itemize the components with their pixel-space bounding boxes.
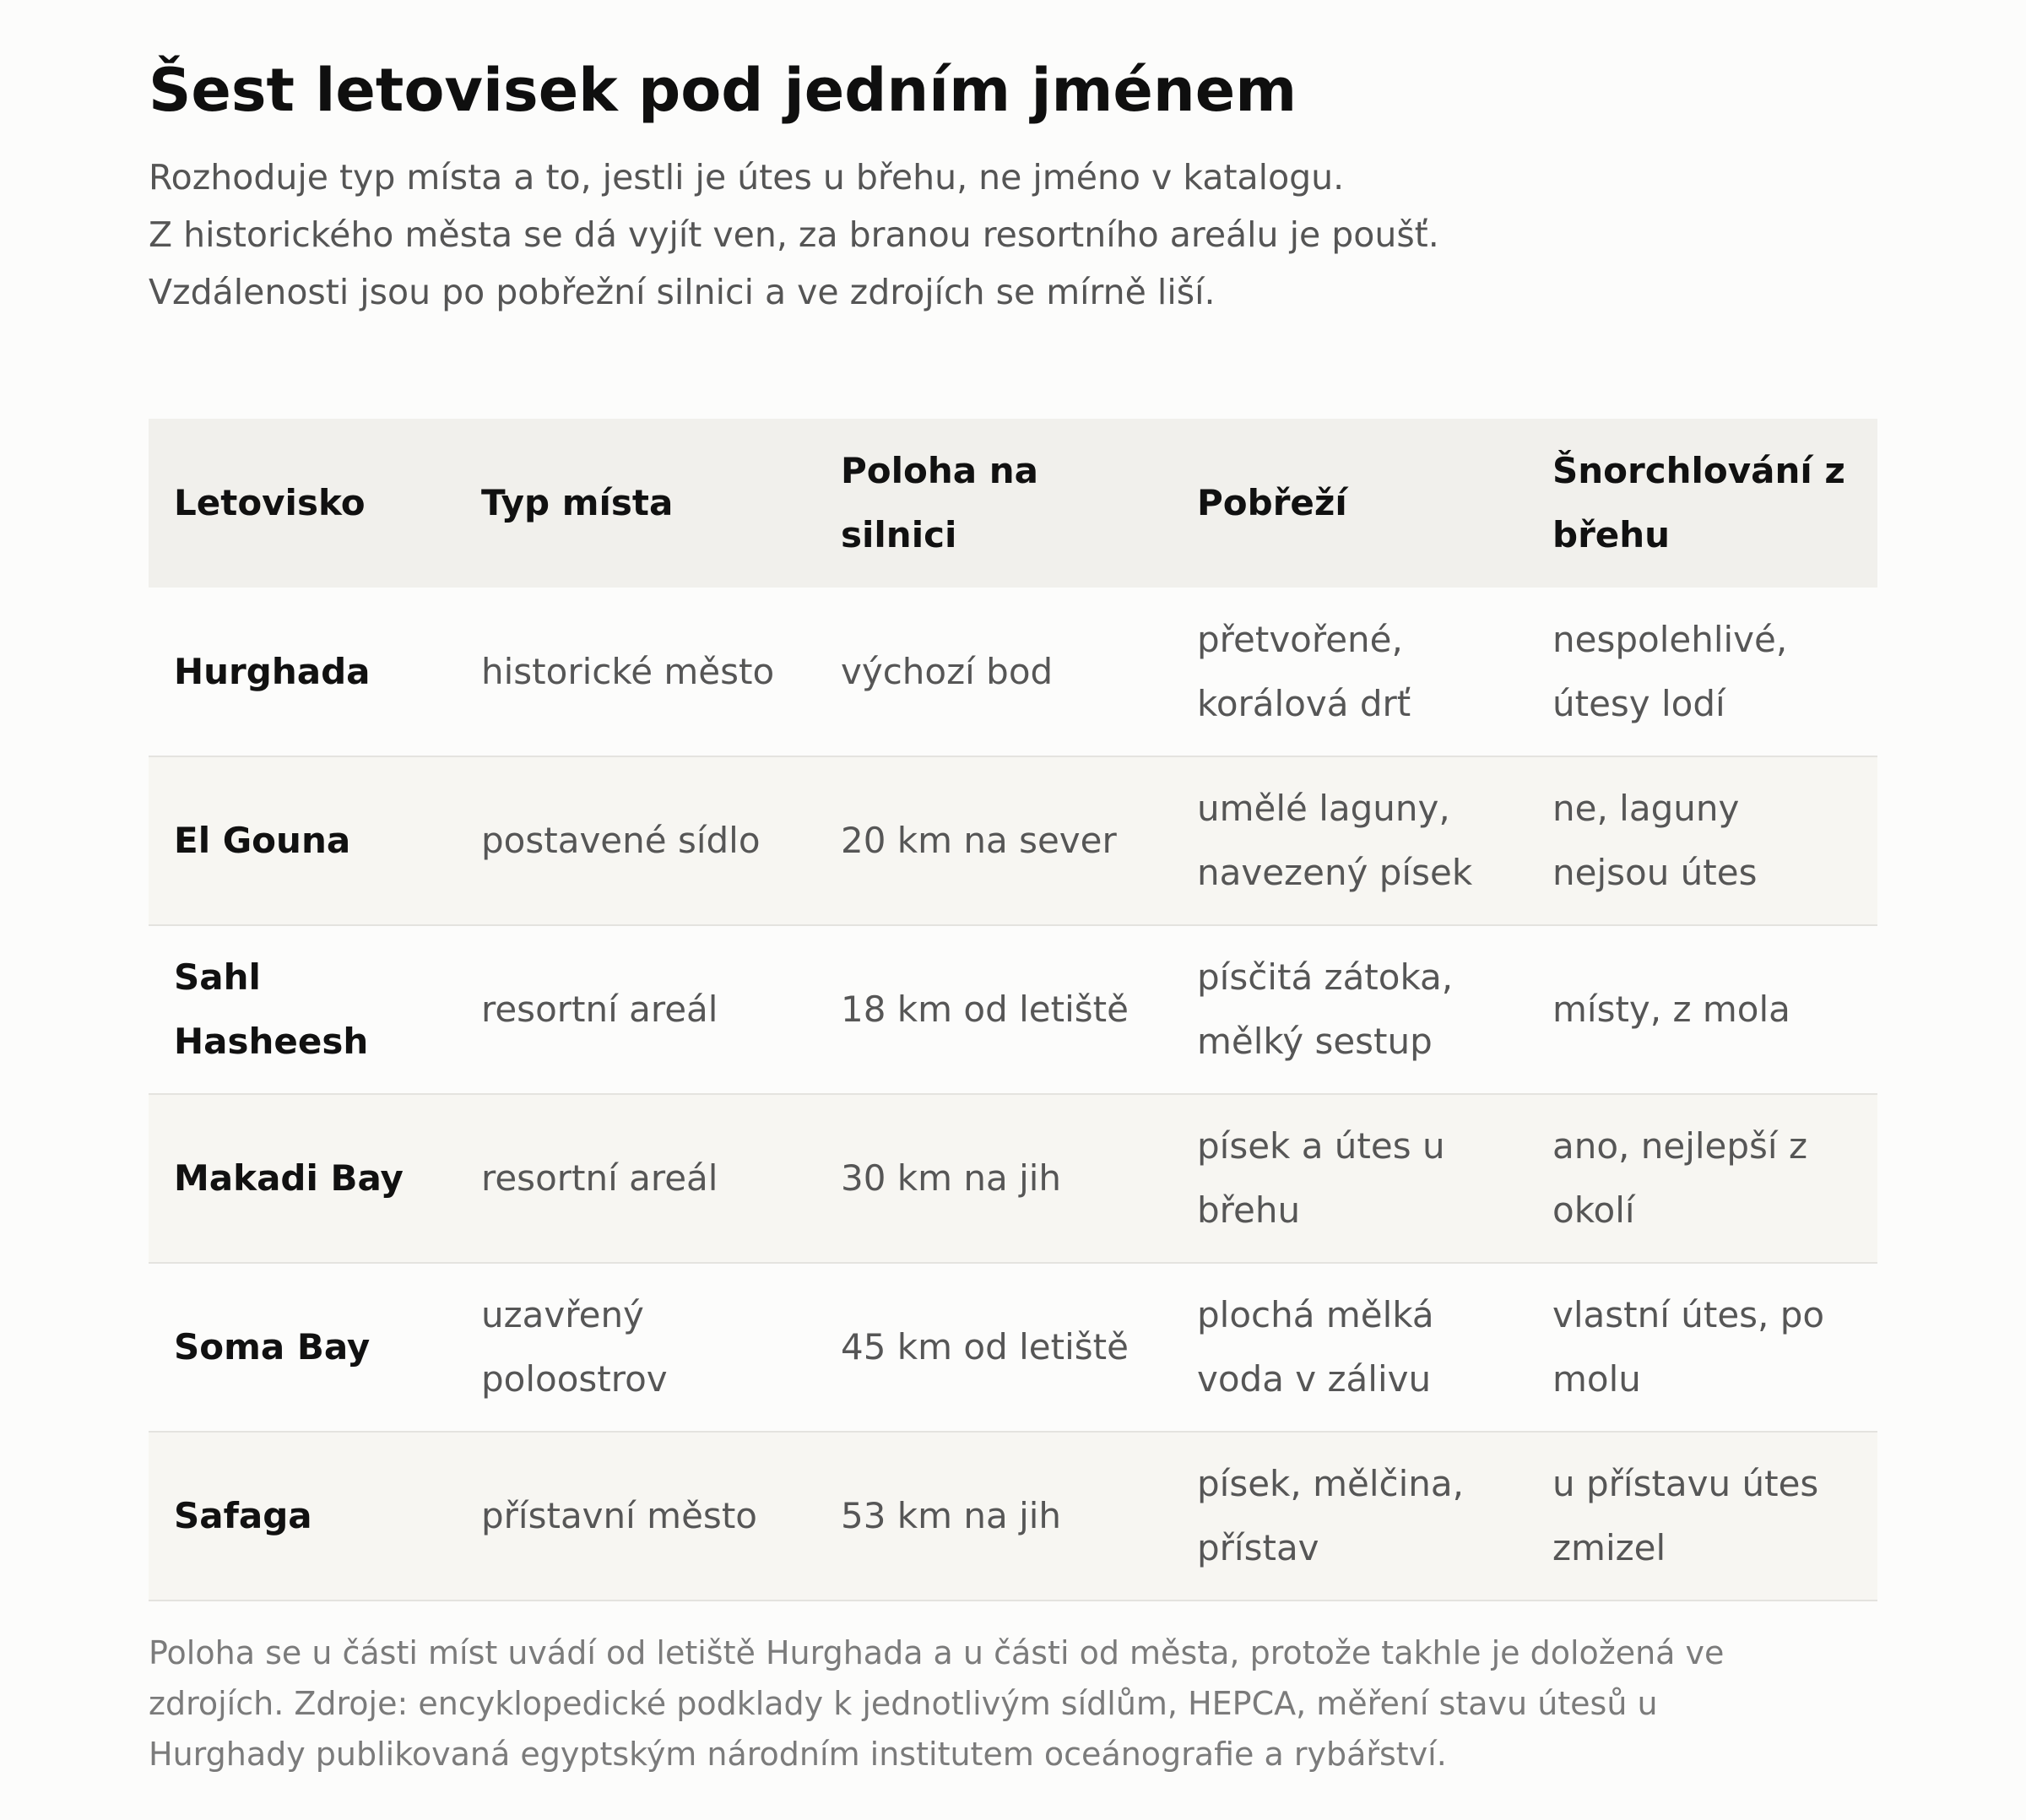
- resort-name: Makadi Bay: [174, 1157, 404, 1199]
- road-position-cell: 20 km na sever: [841, 820, 1117, 861]
- snorkeling-cell: u přístavu útes zmizel: [1552, 1463, 1819, 1568]
- road-position-cell: 53 km na jih: [841, 1495, 1062, 1536]
- column-header-road-position: Poloha na silnici: [841, 450, 1038, 555]
- table-row: [149, 925, 1877, 1094]
- road-position-cell: 18 km od letiště: [841, 989, 1129, 1030]
- snorkeling-cell: ano, nejlepší z okolí: [1552, 1125, 1807, 1231]
- resort-name: Soma Bay: [174, 1326, 371, 1368]
- snorkeling-cell: vlastní útes, po molu: [1552, 1294, 1825, 1400]
- column-header-shore-snorkeling: Šnorchlování z břehu: [1552, 450, 1845, 555]
- coast-cell: umělé laguny, navezený písek: [1197, 788, 1473, 893]
- footnote: [149, 1628, 1877, 1779]
- page-title: Šest letovisek pod jedním jménem: [149, 56, 1297, 125]
- coast-cell: přetvořené, korálová drť: [1197, 618, 1411, 724]
- column-header-resort: Letovisko: [174, 482, 366, 523]
- column-header-place-type: Typ místa: [481, 482, 674, 523]
- place-type-cell: historické město: [481, 650, 775, 692]
- footnote-line: Poloha se u části míst uvádí od letiště Hurghada a u části od města, protože takhle je doložená ve: [149, 1634, 1725, 1671]
- table-row: [149, 1263, 1877, 1432]
- table-row: [149, 1094, 1877, 1263]
- intro-line: Vzdálenosti jsou po pobřežní silnici a ve zdrojích se mírně liší.: [149, 272, 1216, 312]
- coast-cell: plochá mělká voda v zálivu: [1197, 1294, 1434, 1400]
- place-type-cell: přístavní město: [481, 1495, 757, 1536]
- snorkeling-cell: nespolehlivé, útesy lodí: [1552, 618, 1788, 724]
- snorkeling-cell: ne, laguny nejsou útes: [1552, 788, 1758, 893]
- footnote-line: Hurghady publikovaná egyptským národním institutem oceánografie a rybářství.: [149, 1736, 1447, 1773]
- intro-line: Rozhoduje typ místa a to, jestli je útes u břehu, ne jméno v katalogu.: [149, 157, 1345, 198]
- resorts-table: [149, 419, 1877, 1601]
- place-type-cell: resortní areál: [481, 989, 718, 1030]
- table-row: [149, 756, 1877, 925]
- road-position-cell: výchozí bod: [841, 650, 1054, 692]
- coast-cell: písek, mělčina, přístav: [1197, 1463, 1464, 1568]
- coast-cell: písčitá zátoka, mělký sestup: [1197, 956, 1454, 1062]
- table-row: [149, 1432, 1877, 1601]
- coast-cell: písek a útes u břehu: [1197, 1125, 1445, 1231]
- road-position-cell: 45 km od letiště: [841, 1326, 1129, 1368]
- resort-name: El Gouna: [174, 820, 351, 861]
- resort-name: Safaga: [174, 1495, 312, 1536]
- road-position-cell: 30 km na jih: [841, 1157, 1062, 1199]
- place-type-cell: postavené sídlo: [481, 820, 761, 861]
- resort-name: Sahl Hasheesh: [174, 956, 369, 1062]
- intro-text: [149, 149, 1877, 321]
- place-type-cell: uzavřený poloostrov: [481, 1294, 668, 1400]
- place-type-cell: resortní areál: [481, 1157, 718, 1199]
- intro-line: Z historického města se dá vyjít ven, za branou resortního areálu je poušť.: [149, 214, 1439, 255]
- table-row: [149, 588, 1877, 756]
- footnote-line: zdrojích. Zdroje: encyklopedické podklady k jednotlivým sídlům, HEPCA, měření stavu útesů u: [149, 1685, 1658, 1722]
- column-header-coast: Pobřeží: [1197, 482, 1347, 523]
- table-header-row: [149, 419, 1877, 588]
- snorkeling-cell: místy, z mola: [1552, 989, 1790, 1030]
- resort-name: Hurghada: [174, 650, 371, 692]
